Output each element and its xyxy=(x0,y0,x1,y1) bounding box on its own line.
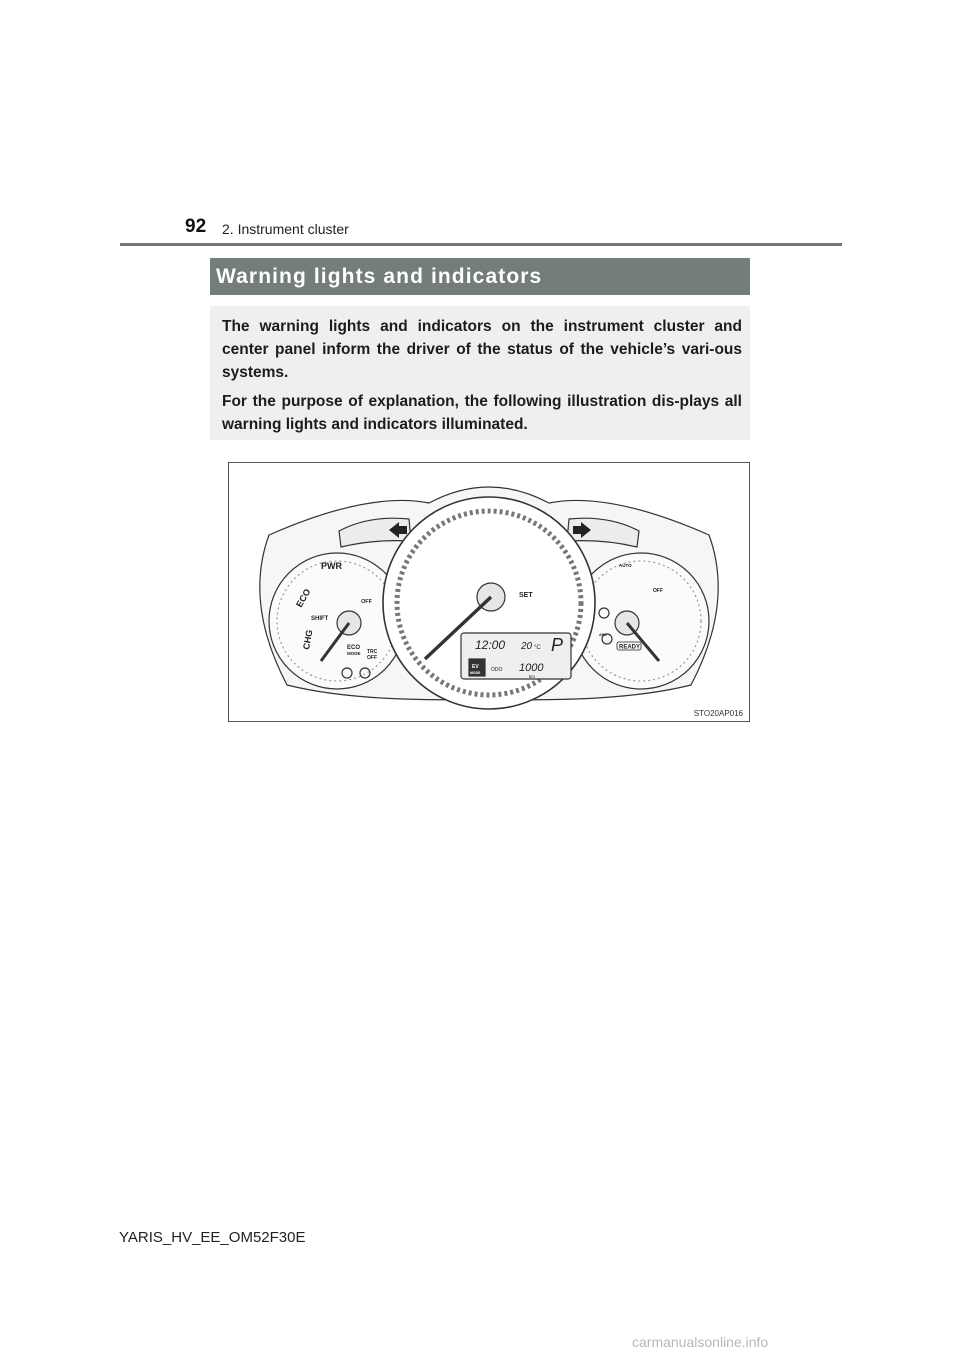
watermark: carmanualsonline.info xyxy=(632,1334,769,1350)
trc-off-label-1: TRC xyxy=(367,649,378,655)
pwr-label: PWR xyxy=(321,561,342,571)
eco-mode-label-1: ECO xyxy=(347,645,361,651)
eco-mode-label-2: MODE xyxy=(347,651,361,656)
section-title-bar xyxy=(210,258,750,295)
temp-readout: 20 xyxy=(521,641,533,652)
intro-paragraph-1: The warning lights and indicators on the instrument cluster and center panel inform the driver of the status of the vehicle’s vari-ous systems. xyxy=(222,318,742,381)
footer-model-code: YARIS_HV_EE_OM52F30E xyxy=(119,1229,306,1246)
chapter-title: 2. Instrument cluster xyxy=(222,221,349,237)
odometer-readout: 1000 xyxy=(519,662,544,674)
odo-label: ODO xyxy=(491,667,503,673)
clock-readout: 12:00 xyxy=(475,638,506,652)
abs-label: ABS xyxy=(599,633,607,637)
ev-label-2: MODE xyxy=(470,671,481,675)
intro-paragraph-2: For the purpose of explanation, the following illustration dis-plays all warning lights and indicators illuminated. xyxy=(222,393,742,433)
section-title: Warning lights and indicators xyxy=(216,265,543,288)
odo-unit: km xyxy=(529,674,535,679)
set-label: SET xyxy=(519,592,533,599)
page-number: 92 xyxy=(185,216,207,237)
auto-label: AUTO xyxy=(619,563,632,568)
trc-off-label-2: OFF xyxy=(367,655,377,661)
instrument-cluster-illustration xyxy=(229,463,749,721)
left-off-label: OFF xyxy=(361,599,372,605)
header-rule xyxy=(120,243,842,246)
right-off-label: OFF xyxy=(653,588,663,594)
gear-readout: P xyxy=(551,635,564,655)
temp-unit: °C xyxy=(534,645,541,651)
ev-label-1: EV xyxy=(472,664,479,670)
chg-label: CHG xyxy=(301,628,315,651)
shift-label: SHIFT xyxy=(311,616,329,622)
ready-label: READY xyxy=(619,644,641,651)
instrument-cluster-figure xyxy=(228,462,750,722)
figure-code: STO20AP016 xyxy=(693,709,743,718)
intro-box xyxy=(210,306,750,440)
eco-label: ECO xyxy=(294,587,313,609)
